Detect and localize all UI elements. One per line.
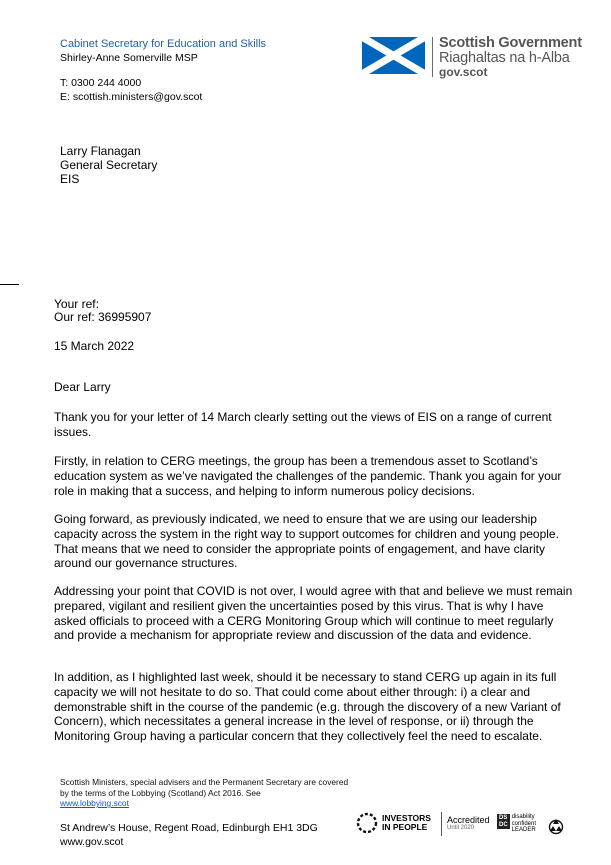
saltire-flag-icon xyxy=(362,37,425,74)
your-ref: Your ref: xyxy=(54,297,99,311)
accredited-year: Until 2020 xyxy=(447,825,475,831)
lobbying-link[interactable]: www.lobbying.scot xyxy=(60,798,129,809)
body-paragraph: Addressing your point that COVID is not over, I would agree with that and believe we must remain prepared, vigilant and resilient given the uncertainties posed by this virus. That is why I have asked officials to proceed with a CERG Monitoring Group which will continue to meet regularly and provide a mechanism for appropriate review and discussion of the data and evidence. xyxy=(54,584,573,643)
footer-website[interactable]: www.gov.scot xyxy=(60,836,124,848)
recycle-icon xyxy=(547,817,565,835)
body-paragraph: Going forward, as previously indicated, we need to ensure that we are using our leadership capacity across the system in the right way to support outcomes for children and young people. That means that we need to consider the appropriate points of engagement, and have clarity around our governance structures. xyxy=(54,512,559,571)
our-ref: Our ref: 36995907 xyxy=(54,310,152,324)
logo-divider xyxy=(432,37,433,77)
logo-name-english: Scottish Government xyxy=(439,35,582,51)
dc-line-2: confident xyxy=(511,820,537,827)
sender-telephone: T: 0300 244 4000 xyxy=(60,77,142,89)
accredited-badge xyxy=(447,815,490,831)
badge-divider xyxy=(441,812,442,836)
accredited-label: Accredited xyxy=(447,815,490,825)
recipient-role: General Secretary xyxy=(60,158,158,172)
body-paragraph: Thank you for your letter of 14 March clearly setting out the views of EIS on a range of current issues. xyxy=(54,410,552,439)
logo-url[interactable]: gov.scot xyxy=(439,65,488,79)
disability-confident-icon: DS DC xyxy=(499,815,508,828)
letter-date: 15 March 2022 xyxy=(54,339,135,353)
investors-in-people-icon xyxy=(356,812,378,834)
iip-line-2: IN PEOPLE xyxy=(382,822,428,832)
recipient-organisation: EIS xyxy=(60,172,80,186)
sender-name: Shirley-Anne Somerville MSP xyxy=(60,52,198,64)
fold-mark xyxy=(0,284,19,285)
dc-line-1: disability xyxy=(511,814,535,820)
disability-confident-badge xyxy=(497,814,536,834)
salutation: Dear Larry xyxy=(54,380,111,394)
logo-name-gaelic: Riaghaltas na h-Alba xyxy=(439,50,570,66)
lobbying-note: Scottish Ministers, special advisers and the Permanent Secretary are covered by the terms of the Lobbying (Scotland) Act 2016. See www.lobbying.scot xyxy=(60,777,349,809)
footer-address: St Andrew’s House, Regent Road, Edinburgh EH1 3DG xyxy=(60,822,318,834)
recipient-name: Larry Flanagan xyxy=(60,144,141,158)
sender-email: E: scottish.ministers@gov.scot xyxy=(60,91,203,103)
body-paragraph: Firstly, in relation to CERG meetings, the group has been a tremendous asset to Scotland’s education system as we’ve navigated the challenges of the pandemic. Thank you again for your role in making that a success, and helping to inform numerous policy decisions. xyxy=(54,454,562,498)
body-paragraph: In addition, as I highlighted last week, should it be necessary to stand CERG up again in its full capacity we will not hesitate to do so. That could come about either through: i) a clear and demonstrable shift in the course of the pandemic (e.g. through the discovery of a new Variant of Concern), which necessitates a general increase in the level of response, or ii) through the Monitoring Group having a particular concern that they collectively feel the need to escalate. xyxy=(54,670,561,744)
sender-title: Cabinet Secretary for Education and Skills xyxy=(60,38,267,50)
iip-line-1: INVESTORS xyxy=(382,813,431,823)
investors-in-people-badge xyxy=(356,812,431,834)
dc-line-3: LEADER xyxy=(511,827,536,833)
